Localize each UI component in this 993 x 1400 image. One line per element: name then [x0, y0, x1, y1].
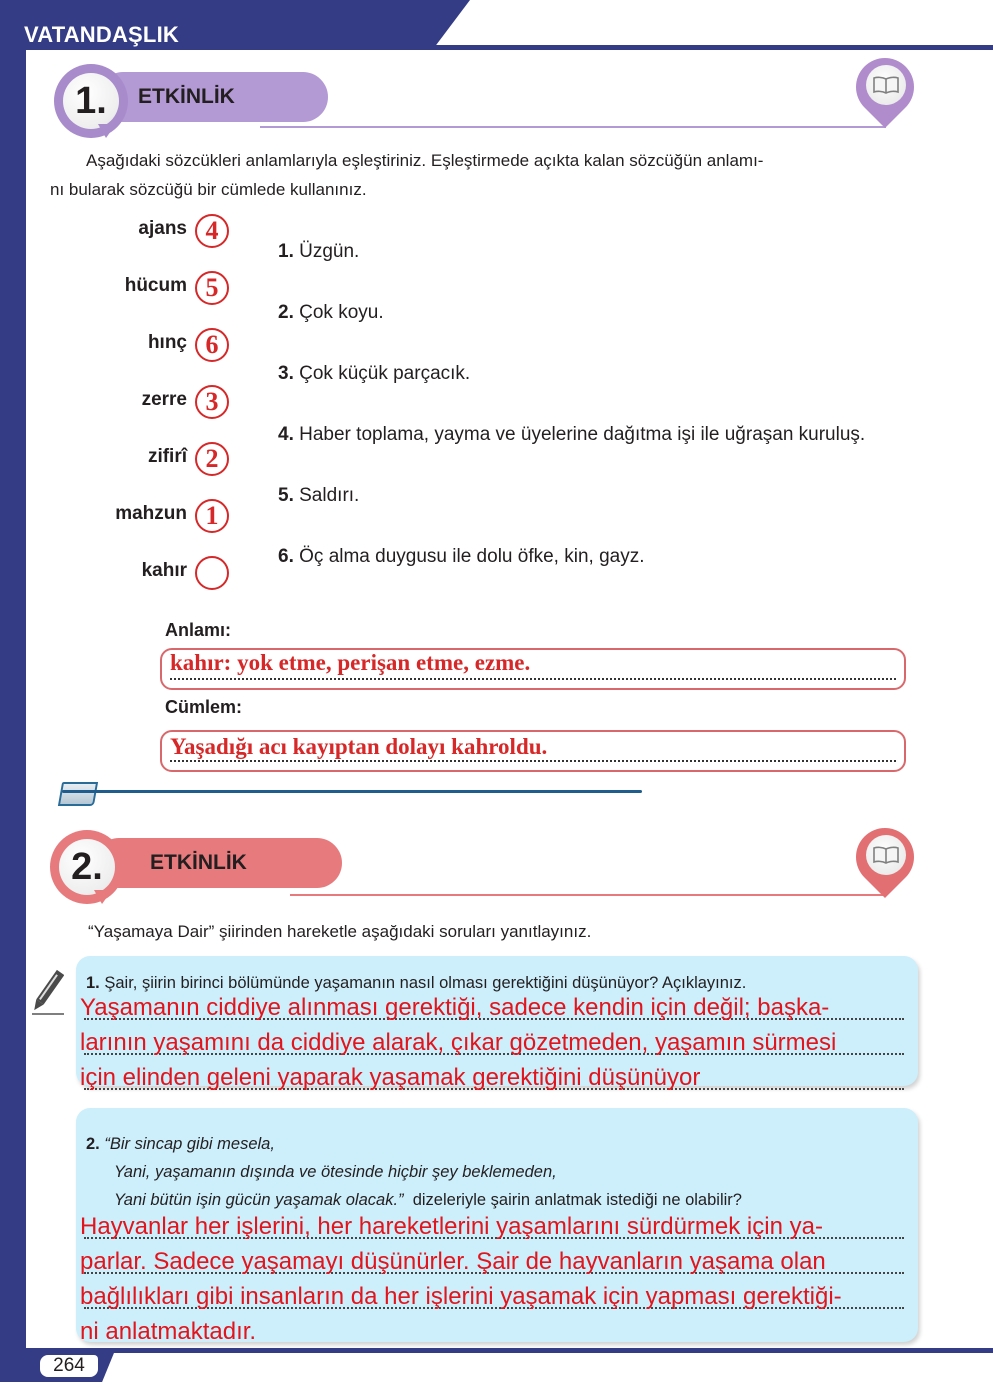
activity-1-badge: [54, 64, 334, 124]
section-divider: [62, 790, 642, 793]
handwritten-answer-line: Yaşamanın ciddiye alınması gerektiği, sadece kendin için değil; başka-: [80, 994, 830, 1021]
activity-2-instruction: “Yaşamaya Dair” şiirinden hareketle aşağıdaki soruları yanıtlayınız.: [88, 922, 592, 941]
activity-1-number-circle: [54, 64, 128, 138]
meaning-label: Anlamı:: [165, 620, 232, 640]
activity-2-pin: [856, 828, 916, 894]
handwritten-answer-line: parlar. Sadece yaşamayı düşünürler. Şair de hayvanların yaşama olan: [80, 1248, 826, 1275]
activity-2-number: 2.: [59, 839, 115, 895]
meaning-answer: kahır: yok etme, perişan etme, ezme.: [170, 650, 531, 675]
sentence-answer: Yaşadığı acı kayıptan dolayı kahroldu.: [170, 734, 548, 759]
match-word: kahır: [141, 560, 187, 581]
section-title: VATANDAŞLIK: [24, 22, 179, 47]
definition-item: 3. Çok küçük parçacık.: [278, 363, 471, 384]
activity-1-instruction: Aşağıdaki sözcükleri anlamlarıyla eşleştiriniz. Eşleştirmede açıkta kalan sözcüğün anlamı- nı bularak sözcüğü bir cümlede kullanınız.: [50, 151, 764, 199]
handwritten-answer-line: ni anlatmaktadır.: [80, 1318, 257, 1345]
activity-1-pin: [856, 58, 916, 124]
match-answer-circle[interactable]: [195, 556, 229, 590]
match-answer-circle[interactable]: 5: [195, 271, 229, 305]
page-frame-top-line: [430, 45, 993, 50]
page-frame-bottom-line: [0, 1348, 993, 1353]
book-decoration-icon: [58, 782, 98, 806]
match-answer-circle[interactable]: 6: [195, 328, 229, 362]
activity-2-title: ETKİNLİK: [150, 851, 247, 874]
definition-item: 5. Saldırı.: [278, 485, 360, 506]
match-answer-circle[interactable]: 4: [195, 214, 229, 248]
handwritten-answer-line: için elinden geleni yaparak yaşamak gerektiğini düşünüyor: [80, 1064, 701, 1091]
activity-2-rule: [290, 894, 886, 896]
definition-item: 4. Haber toplama, yayma ve üyelerine dağıtma işi ile uğraşan kuruluş.: [278, 424, 866, 445]
sentence-answer-field[interactable]: [160, 730, 906, 772]
question-1-text: 1. Şair, şiirin birinci bölümünde yaşamanın nasıl olması gerektiğini düşünüyor? Açıklayınız.: [86, 974, 747, 992]
activity-2-badge: [50, 830, 350, 890]
match-word: ajans: [138, 218, 187, 239]
match-answer-circle[interactable]: 1: [195, 499, 229, 533]
book-icon: [866, 835, 906, 875]
sentence-label: Cümlem:: [165, 697, 243, 717]
match-word: zerre: [141, 389, 187, 410]
handwritten-answer-line: Hayvanlar her işlerini, her hareketlerini yaşamlarını sürdürmek için ya-: [80, 1213, 823, 1240]
definition-item: 6. Öç alma duygusu ile dolu öfke, kin, gayz.: [278, 546, 645, 567]
match-word: hücum: [124, 275, 187, 296]
activity-1-number: 1.: [63, 73, 119, 129]
page-frame-left: [0, 0, 26, 1352]
activity-1-rule: [260, 126, 886, 128]
meaning-answer-field[interactable]: [160, 648, 906, 690]
activity-1-title: ETKİNLİK: [138, 85, 235, 108]
match-answer-circle[interactable]: 3: [195, 385, 229, 419]
book-icon: [866, 65, 906, 105]
match-answer-circle[interactable]: 2: [195, 442, 229, 476]
definition-item: 2. Çok koyu.: [278, 302, 384, 323]
page-number: 264: [40, 1355, 98, 1377]
match-word: hınç: [147, 332, 187, 353]
activity-2-number-circle: [50, 830, 124, 904]
pencil-icon: [30, 966, 64, 1016]
handwritten-answer-line: larının yaşamını da ciddiye alarak, çıkar gözetmeden, yaşamın sürmesi: [80, 1029, 837, 1056]
question-2-text: 2. “Bir sincap gibi mesela, Yani, yaşamanın dışında ve ötesinde hiçbir şey beklemeden, Yani bütün işin gücün yaşamak olacak.” dizeleriyle şairin anlatmak istediği ne olabilir?: [86, 1135, 742, 1209]
definition-item: 1. Üzgün.: [278, 241, 360, 262]
handwritten-answer-line: bağlılıkları gibi insanların da her işlerini yaşamak için yapması gerektiği-: [80, 1283, 842, 1310]
match-word: zifirî: [147, 446, 187, 467]
match-word: mahzun: [115, 503, 187, 524]
